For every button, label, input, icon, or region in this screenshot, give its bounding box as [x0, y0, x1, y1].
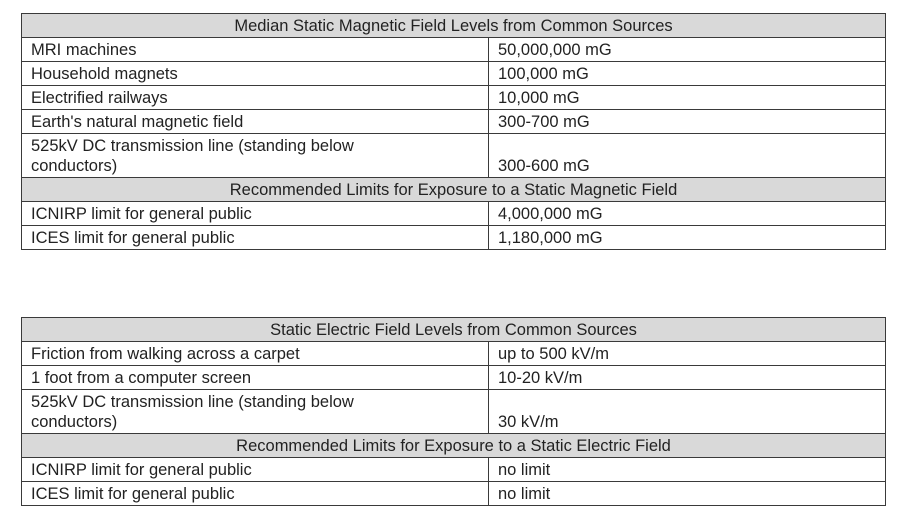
table-row [22, 134, 886, 178]
value-cell: no limit [489, 458, 886, 482]
table-header-row [22, 318, 886, 342]
source-line-2: conductors) [31, 413, 118, 431]
source-cell: ICNIRP limit for general public [22, 202, 489, 226]
source-cell: ICNIRP limit for general public [22, 458, 489, 482]
table-row [22, 226, 886, 250]
value-cell: no limit [489, 482, 886, 506]
source-cell [22, 134, 489, 178]
electric-field-table [21, 317, 886, 506]
value-cell: 4,000,000 mG [489, 202, 886, 226]
value-cell: 1,180,000 mG [489, 226, 886, 250]
value-cell: 10,000 mG [489, 86, 886, 110]
table-row [22, 202, 886, 226]
source-cell: Friction from walking across a carpet [22, 342, 489, 366]
table-row [22, 86, 886, 110]
value-cell: 300-600 mG [489, 134, 886, 178]
source-line-2: conductors) [31, 157, 118, 175]
source-cell: ICES limit for general public [22, 226, 489, 250]
table-row [22, 390, 886, 434]
table-row [22, 458, 886, 482]
value-cell: 10-20 kV/m [489, 366, 886, 390]
source-cell [22, 390, 489, 434]
value-cell: 300-700 mG [489, 110, 886, 134]
source-line-1: 525kV DC transmission line (standing below [31, 393, 354, 411]
electric-limits-title: Recommended Limits for Exposure to a Static Electric Field [22, 434, 886, 458]
magnetic-table-title: Median Static Magnetic Field Levels from Common Sources [22, 14, 886, 38]
table-row [22, 62, 886, 86]
magnetic-limits-title: Recommended Limits for Exposure to a Static Magnetic Field [22, 178, 886, 202]
value-cell: 30 kV/m [489, 390, 886, 434]
table-row [22, 38, 886, 62]
table-row [22, 342, 886, 366]
source-cell: Household magnets [22, 62, 489, 86]
table-header-row [22, 14, 886, 38]
table-header-row [22, 178, 886, 202]
table-row [22, 110, 886, 134]
source-line-1: 525kV DC transmission line (standing below [31, 137, 354, 155]
table-header-row [22, 434, 886, 458]
source-cell: Electrified railways [22, 86, 489, 110]
source-cell: ICES limit for general public [22, 482, 489, 506]
value-cell: 100,000 mG [489, 62, 886, 86]
table-row [22, 482, 886, 506]
table-row [22, 366, 886, 390]
source-cell: 1 foot from a computer screen [22, 366, 489, 390]
electric-table-title: Static Electric Field Levels from Common Sources [22, 318, 886, 342]
source-cell: MRI machines [22, 38, 489, 62]
magnetic-field-table [21, 13, 886, 250]
value-cell: up to 500 kV/m [489, 342, 886, 366]
value-cell: 50,000,000 mG [489, 38, 886, 62]
source-cell: Earth's natural magnetic field [22, 110, 489, 134]
